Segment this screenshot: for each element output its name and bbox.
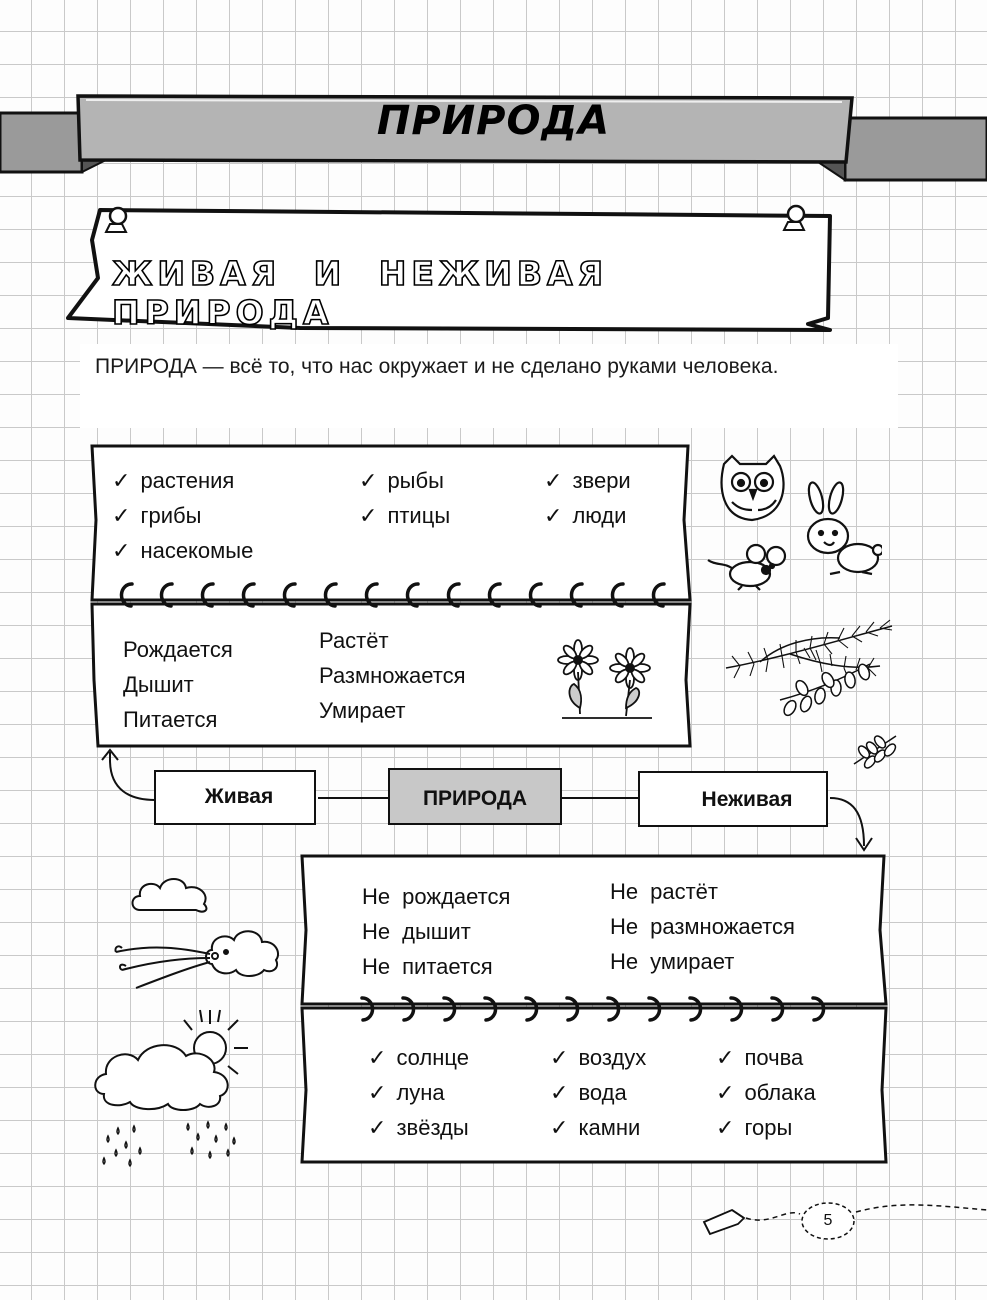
- nonliving-label: Неживая: [701, 788, 793, 811]
- list-item: ✓ птицы: [359, 503, 451, 528]
- list-item: ✓ горы: [716, 1115, 793, 1140]
- trait-word: Умирает: [319, 698, 406, 723]
- living-label: Живая: [204, 785, 274, 808]
- page-number: 5: [823, 1212, 833, 1229]
- list-item: ✓ растения: [112, 468, 235, 493]
- trait-word: Питается: [123, 707, 218, 732]
- trait-word: Рождается: [123, 637, 233, 662]
- trait-word: Не растёт: [610, 879, 718, 904]
- list-item: ✓ насекомые: [112, 538, 254, 563]
- pencil-icon: [704, 1210, 744, 1234]
- trait-word: Растёт: [319, 628, 389, 653]
- trait-word: Размножается: [319, 663, 466, 688]
- trait-word: Не рождается: [362, 884, 511, 909]
- list-item: ✓ почва: [716, 1045, 804, 1070]
- list-item: ✓ луна: [368, 1080, 445, 1105]
- list-item: ✓ вода: [550, 1080, 627, 1105]
- trait-word: Дышит: [123, 672, 194, 697]
- list-item: ✓ звери: [544, 468, 631, 493]
- trait-word: Не дышит: [362, 919, 471, 944]
- list-item: ✓ камни: [550, 1115, 641, 1140]
- trait-word: Не умирает: [610, 949, 735, 974]
- trait-word: Не размножается: [610, 914, 795, 939]
- list-item: ✓ облака: [716, 1080, 816, 1105]
- list-item: ✓ воздух: [550, 1045, 647, 1070]
- page-title: ПРИРОДА: [376, 98, 611, 144]
- list-item: ✓ грибы: [112, 503, 202, 528]
- trait-word: Не питается: [362, 954, 493, 979]
- nature-label: ПРИРОДА: [422, 787, 528, 810]
- definition-text: ПРИРОДА — всё то, что нас окружает и не сделано руками человека.: [95, 355, 779, 378]
- list-item: ✓ рыбы: [359, 468, 444, 493]
- list-item: ✓ люди: [544, 503, 627, 528]
- section-subtitle: ЖИВАЯ И НЕЖИВАЯ ПРИРОДА: [112, 254, 608, 332]
- list-item: ✓ солнце: [368, 1045, 470, 1070]
- list-item: ✓ звёзды: [368, 1115, 469, 1140]
